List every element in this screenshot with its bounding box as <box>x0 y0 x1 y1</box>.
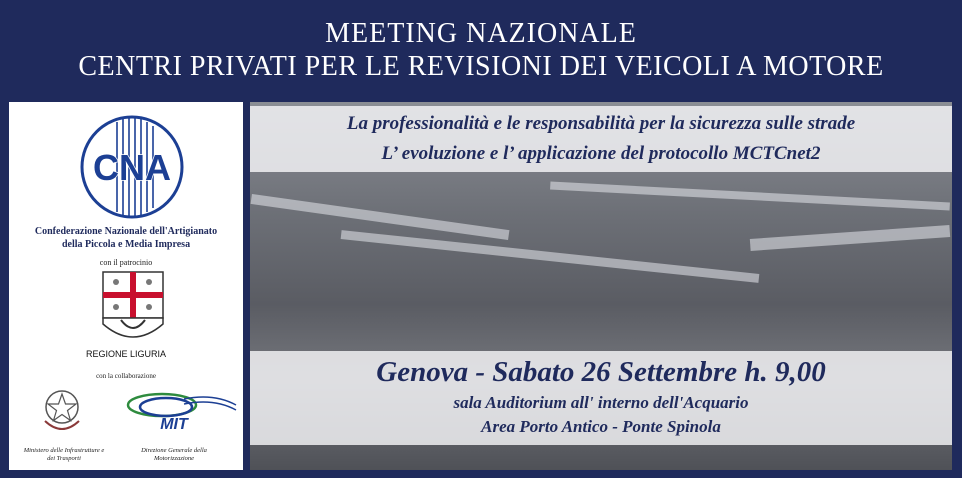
direzione-name: Direzione Generale della Motorizzazione <box>141 447 207 462</box>
italian-republic-emblem-icon <box>39 385 85 435</box>
event-date: Genova - Sabato 26 Settembre h. 9,00 <box>376 356 826 388</box>
event-area: Area Porto Antico - Ponte Spinola <box>481 417 721 436</box>
org-name-line-2: della Piccola e Media Impresa <box>61 239 191 250</box>
meeting-title: MEETING NAZIONALE <box>325 18 637 49</box>
event-band <box>250 351 952 445</box>
sponsors-panel <box>9 102 243 470</box>
topic-line-2: L’ evoluzione e l’ applicazione del protocollo MCTCnet2 <box>381 143 821 164</box>
region-name: REGIONE LIGURIA <box>85 349 166 359</box>
topics-band <box>250 106 952 172</box>
topic-line-1: La professionalità e le responsabilità per la sicurezza sulle strade <box>346 113 856 134</box>
liguria-crest-icon <box>101 270 165 340</box>
ministry-name: Ministero delle Infrastrutture e dei Trasporti <box>23 447 105 462</box>
event-venue: sala Auditorium all' interno dell'Acquario <box>453 393 749 412</box>
mit-logo <box>114 385 238 435</box>
meeting-subtitle: CENTRI PRIVATI PER LE REVISIONI DEI VEICOLI A MOTORE <box>78 51 884 82</box>
org-name-line-1: Confederazione Nazionale dell'Artigianato <box>34 226 218 237</box>
patrocinio-label: con il patrocinio <box>99 258 153 267</box>
header-banner <box>0 0 962 98</box>
cna-logo <box>77 112 187 222</box>
collaborazione-label: con la collaborazione <box>96 372 156 380</box>
mit-logo-text: MIT <box>160 416 188 433</box>
cna-logo-text: CNA <box>93 147 171 188</box>
